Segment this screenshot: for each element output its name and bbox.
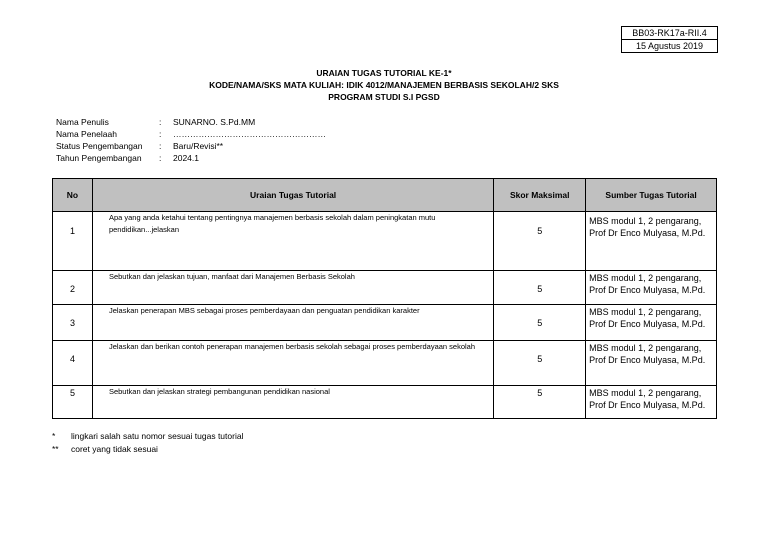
title-line-2: KODE/NAMA/SKS MATA KULIAH: IDIK 4012/MANAJEMEN BERBASIS SEKOLAH/2 SKS <box>209 80 559 90</box>
row-source: MBS modul 1, 2 pengarang, Prof Dr Enco Mulyasa, M.Pd. <box>586 212 717 271</box>
table-header-row <box>53 179 717 212</box>
info-colon: : <box>159 141 162 151</box>
info-colon: : <box>159 117 162 127</box>
header-source: Sumber Tugas Tutorial <box>586 179 717 212</box>
row-source: MBS modul 1, 2 pengarang, Prof Dr Enco Mulyasa, M.Pd. <box>586 386 717 419</box>
row-number: 5 <box>53 386 93 419</box>
row-task: Sebutkan dan jelaskan strategi pembangunan pendidikan nasional <box>92 386 493 419</box>
row-score: 5 <box>494 386 586 419</box>
header-score: Skor Maksimal <box>494 179 586 212</box>
row-task: Jelaskan dan berikan contoh penerapan manajemen berbasis sekolah sebagai proses pemberdayaan sekolah <box>92 341 493 386</box>
row-number: 3 <box>53 305 93 341</box>
info-value: 2024.1 <box>173 153 199 163</box>
info-label: Nama Penulis <box>56 117 109 127</box>
row-source: MBS modul 1, 2 pengarang, Prof Dr Enco Mulyasa, M.Pd. <box>586 341 717 386</box>
info-colon: : <box>159 153 162 163</box>
footnote-mark: ** <box>52 444 59 454</box>
header-task: Uraian Tugas Tutorial <box>92 179 493 212</box>
document-code: BB03-RK17a-RII.4 <box>632 28 707 38</box>
table-row <box>53 271 717 305</box>
row-number: 4 <box>53 341 93 386</box>
header-no: No <box>53 179 93 212</box>
row-score: 5 <box>494 271 586 305</box>
info-colon: : <box>159 129 162 139</box>
footnote-mark: * <box>52 431 56 441</box>
row-task: Apa yang anda ketahui tentang pentingnya manajemen berbasis sekolah dalam peningkatan mutu pendidikan...jelaskan <box>92 212 493 271</box>
tutorial-task-table <box>52 178 717 419</box>
title-line-1: URAIAN TUGAS TUTORIAL KE-1* <box>316 68 452 78</box>
row-number: 2 <box>53 271 93 305</box>
table-row <box>53 341 717 386</box>
row-source: MBS modul 1, 2 pengarang, Prof Dr Enco Mulyasa, M.Pd. <box>586 271 717 305</box>
info-value: Baru/Revisi** <box>173 141 224 151</box>
row-source: MBS modul 1, 2 pengarang, Prof Dr Enco Mulyasa, M.Pd. <box>586 305 717 341</box>
info-label: Tahun Pengembangan <box>56 153 142 163</box>
document-code-box <box>621 26 718 53</box>
info-label: Status Pengembangan <box>56 141 143 151</box>
footnote-text: coret yang tidak sesuai <box>71 444 158 454</box>
row-task: Sebutkan dan jelaskan tujuan, manfaat dari Manajemen Berbasis Sekolah <box>92 271 493 305</box>
info-value: ……………………………………………… <box>173 129 326 139</box>
table-row <box>53 212 717 271</box>
table-row <box>53 305 717 341</box>
table-row <box>53 386 717 419</box>
document-date: 15 Agustus 2019 <box>622 39 717 52</box>
row-task: Jelaskan penerapan MBS sebagai proses pemberdayaan dan penguatan pendidikan karakter <box>92 305 493 341</box>
row-score: 5 <box>494 305 586 341</box>
title-line-3: PROGRAM STUDI S.I PGSD <box>328 92 440 102</box>
info-value: SUNARNO. S.Pd.MM <box>173 117 256 127</box>
footnote-text: lingkari salah satu nomor sesuai tugas tutorial <box>71 431 244 441</box>
info-label: Nama Penelaah <box>56 129 117 139</box>
row-score: 5 <box>494 341 586 386</box>
row-number: 1 <box>53 212 93 271</box>
row-score: 5 <box>494 212 586 271</box>
